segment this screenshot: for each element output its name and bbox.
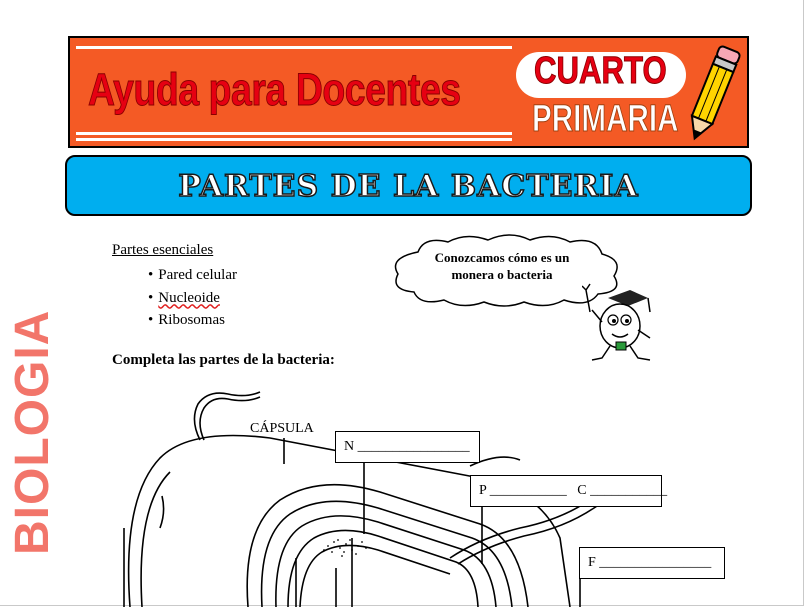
list-item: [148, 264, 237, 287]
mascot-character-icon: [582, 282, 660, 364]
answer-box-f-label: F ________________: [588, 555, 712, 570]
grade-line-1: CUARTO: [534, 50, 667, 92]
page-title: PARTES DE LA BACTERIA: [178, 169, 639, 204]
grade-line-2: PRIMARIA: [532, 98, 679, 140]
list-item: [148, 287, 237, 310]
pencil-icon: [680, 40, 746, 146]
banner-title: Ayuda para Docentes: [88, 64, 461, 115]
list-item: [148, 309, 237, 332]
speech-bubble-text: [412, 249, 592, 283]
answer-box-p-label: P ___________: [479, 483, 567, 498]
title-bar: [65, 155, 752, 216]
essentials-list: [148, 264, 237, 332]
header-banner: [68, 36, 749, 148]
banner-stripe: [76, 132, 512, 135]
speech-line-1: Conozcamos cómo es un: [434, 250, 570, 265]
speech-line-2: monera o bacteria: [451, 267, 553, 282]
answer-box-f[interactable]: [579, 547, 725, 579]
essentials-heading: Partes esenciales: [112, 242, 214, 258]
list-item-label: Nucleoide: [158, 289, 220, 306]
instruction-text: Completa las partes de la bacteria:: [112, 352, 335, 368]
answer-box-c-label: C ___________: [577, 483, 668, 498]
banner-stripe: [76, 46, 512, 49]
answer-box-n-label: N ________________: [344, 439, 470, 454]
banner-stripe: [76, 138, 512, 141]
capsule-label: CÁPSULA: [250, 421, 314, 436]
list-item-label: Pared celular: [158, 267, 237, 283]
list-item-label: Ribosomas: [158, 312, 225, 328]
subject-label: BIOLOGIA: [6, 309, 59, 555]
grade-badge: [516, 48, 684, 141]
answer-box-n[interactable]: [335, 431, 480, 463]
answer-box-p-c[interactable]: [470, 475, 668, 507]
